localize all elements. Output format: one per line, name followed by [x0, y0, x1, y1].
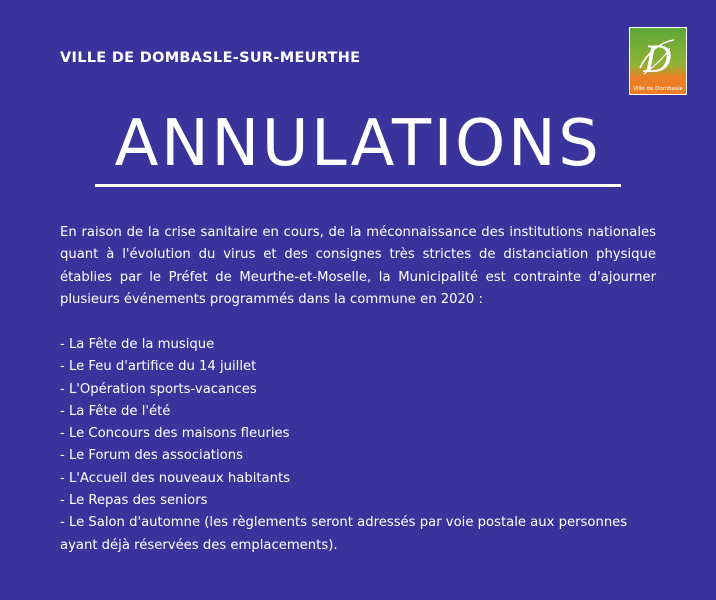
- cancelled-events-list: [60, 334, 660, 557]
- organization-name: VILLE DE DOMBASLE-SUR-MEURTHE: [60, 50, 361, 66]
- city-logo: [629, 27, 687, 95]
- list-item: - Le Repas des seniors: [60, 493, 208, 509]
- title-underline: [95, 184, 621, 187]
- page-title: ANNULATIONS: [114, 107, 602, 181]
- list-item: - L'Opération sports-vacances: [60, 381, 257, 397]
- logo-text: Ville de Dombasle: [633, 86, 683, 92]
- list-item: - Le Feu d'artifice du 14 juillet: [60, 359, 257, 375]
- logo-letter: D: [643, 40, 673, 81]
- list-item: - Le Salon d'automne (les règlements seront adressés par voie postale aux personnes ayant déjà réservées des emplacements).: [60, 515, 628, 553]
- list-item: - Le Concours des maisons fleuries: [60, 426, 290, 442]
- intro-paragraph: En raison de la crise sanitaire en cours, de la méconnaissance des institutions nationales quant à l'évolution du virus et des consignes très strictes de distanciation physique établies par le Préfet de Meurthe-et-Moselle, la Municipalité est contrainte d'ajourner plusieurs événements programmés dans la commune en 2020 :: [60, 225, 656, 307]
- list-item: - L'Accueil des nouveaux habitants: [60, 470, 291, 486]
- list-item: - La Fête de l'été: [60, 403, 171, 419]
- list-item: - Le Forum des associations: [60, 448, 243, 464]
- list-item: - La Fête de la musique: [60, 337, 215, 352]
- logo-letter-layer: [630, 28, 686, 94]
